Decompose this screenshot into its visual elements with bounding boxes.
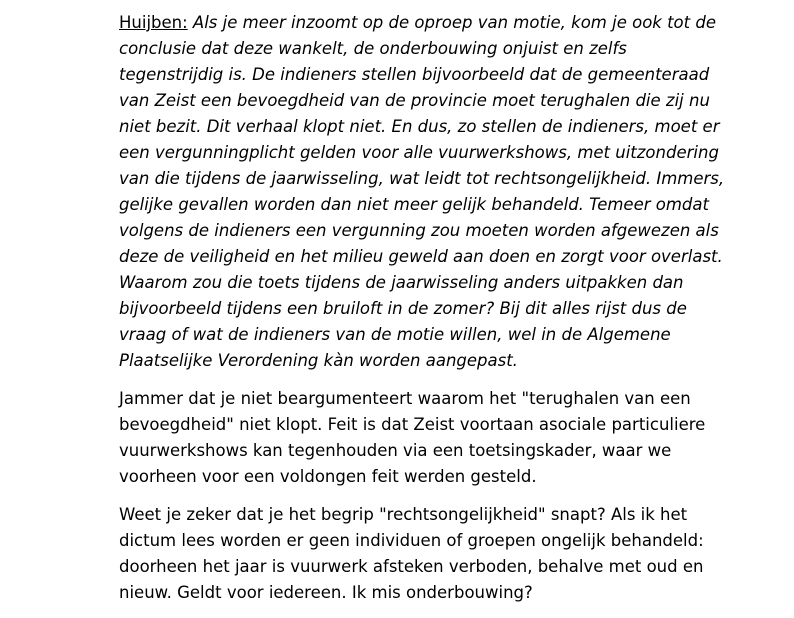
- text-line: doorheen het jaar is vuurwerk afsteken verboden, behalve met oud en: [119, 557, 704, 576]
- text-line: nieuw. Geldt voor iedereen. Ik mis onderbouwing?: [119, 583, 533, 602]
- text-line: een vergunningplicht gelden voor alle vuurwerkshows, met uitzondering: [119, 143, 719, 162]
- quoted-paragraph: [119, 10, 725, 374]
- reply-paragraph-1: [119, 386, 706, 490]
- text-line: voorheen voor een voldongen feit werden gesteld.: [119, 467, 537, 486]
- text-line: gelijke gevallen worden dan niet meer gelijk behandeld. Temeer omdat: [119, 195, 709, 214]
- document-page: [119, 10, 725, 618]
- text-line: deze de veiligheid en het milieu geweld aan doen en zorgt voor overlast.: [119, 247, 723, 266]
- text-line: vraag of wat de indieners van de motie willen, wel in de Algemene: [119, 325, 671, 344]
- text-line: Waarom zou die toets tijdens de jaarwisseling anders uitpakken dan: [119, 273, 684, 292]
- text-line: [119, 10, 716, 36]
- text-line: vuurwerkshows kan tegenhouden via een toetsingskader, waar we: [119, 441, 672, 460]
- text-line: tegenstrijdig is. De indieners stellen bijvoorbeeld dat de gemeenteraad: [119, 65, 710, 84]
- text-line: niet bezit. Dit verhaal klopt niet. En dus, zo stellen de indieners, moet er: [119, 117, 720, 136]
- text-line: conclusie dat deze wankelt, de onderbouwing onjuist en zelfs: [119, 39, 627, 58]
- reply-paragraph-2: [119, 502, 704, 606]
- text-line: Jammer dat je niet beargumenteert waarom het "terughalen van een: [119, 389, 691, 408]
- text-line: van die tijdens de jaarwisseling, wat leidt tot rechtsongelijkheid. Immers,: [119, 169, 725, 188]
- speaker-name: Huijben:: [119, 13, 188, 32]
- text-line: van Zeist een bevoegdheid van de provincie moet terughalen die zij nu: [119, 91, 710, 110]
- text-line: volgens de indieners een vergunning zou moeten worden afgewezen als: [119, 221, 719, 240]
- text-line: Weet je zeker dat je het begrip "rechtsongelijkheid" snapt? Als ik het: [119, 505, 688, 524]
- text-line: dictum lees worden er geen individuen of groepen ongelijk behandeld:: [119, 531, 704, 550]
- text-line: Plaatselijke Verordening kàn worden aangepast.: [119, 351, 518, 370]
- text-line-segment: Als je meer inzoomt op de oproep van motie, kom je ook tot de: [187, 13, 716, 32]
- text-line: bijvoorbeeld tijdens een bruiloft in de zomer? Bij dit alles rijst dus de: [119, 299, 687, 318]
- text-line: bevoegdheid" niet klopt. Feit is dat Zeist voortaan asociale particuliere: [119, 415, 706, 434]
